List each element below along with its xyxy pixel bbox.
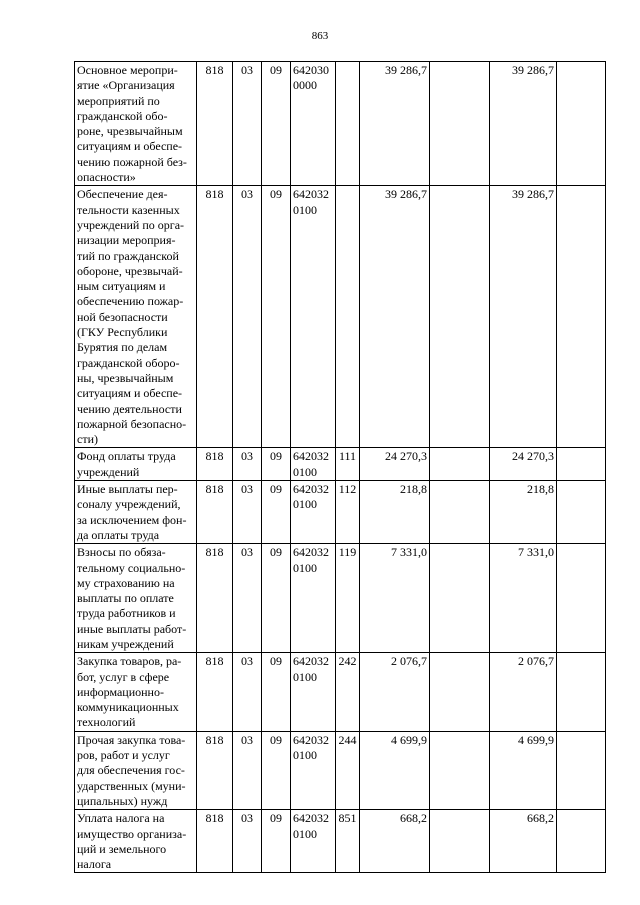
section-code-cell: 03 [233, 448, 262, 481]
section-code-cell: 03 [233, 544, 262, 653]
empty-cell [430, 448, 490, 481]
amount-total-cell: 24 270,3 [490, 448, 557, 481]
empty-cell [430, 653, 490, 731]
grbs-code-cell: 818 [197, 448, 233, 481]
amount-cell: 218,8 [360, 481, 430, 544]
empty-cell [430, 731, 490, 809]
table-row [75, 653, 606, 731]
expense-type-cell [336, 62, 360, 186]
amount-total-cell: 7 331,0 [490, 544, 557, 653]
subsection-code-cell: 09 [262, 544, 291, 653]
empty-cell [557, 810, 606, 873]
empty-cell [430, 481, 490, 544]
expense-type-cell [336, 186, 360, 448]
target-article-cell: 642032 0100 [291, 481, 336, 544]
grbs-code-cell: 818 [197, 186, 233, 448]
section-code-cell: 03 [233, 62, 262, 186]
empty-cell [557, 481, 606, 544]
table-row [75, 810, 606, 873]
table-row [75, 448, 606, 481]
amount-cell: 668,2 [360, 810, 430, 873]
empty-cell [430, 810, 490, 873]
amount-cell: 39 286,7 [360, 62, 430, 186]
item-name-cell: Взносы по обяза- тельному социально- му страхованию на выплаты по оплате труда работников и иные выплаты работ- никам учреждений [75, 544, 197, 653]
section-code-cell: 03 [233, 653, 262, 731]
empty-cell [430, 62, 490, 186]
subsection-code-cell: 09 [262, 62, 291, 186]
empty-cell [557, 62, 606, 186]
amount-total-cell: 4 699,9 [490, 731, 557, 809]
amount-total-cell: 2 076,7 [490, 653, 557, 731]
target-article-cell: 642030 0000 [291, 62, 336, 186]
item-name-cell: Обеспечение дея- тельности казенных учреждений по орга- низации мероприя- тий по гражданской обороне, чрезвычай- ным ситуациям и обеспечению пожар- ной безопасности (ГКУ Республики Бурятия по делам гражданской оборо- ны, чрезвычайным ситуациям и обеспе- чению деятельности пожарной безопасно- сти) [75, 186, 197, 448]
table-row [75, 731, 606, 809]
target-article-cell: 642032 0100 [291, 810, 336, 873]
expense-type-cell: 244 [336, 731, 360, 809]
expense-type-cell: 851 [336, 810, 360, 873]
table-row [75, 544, 606, 653]
page-number: 863 [311, 30, 329, 42]
target-article-cell: 642032 0100 [291, 448, 336, 481]
budget-table-body [75, 62, 606, 873]
expense-type-cell: 242 [336, 653, 360, 731]
section-code-cell: 03 [233, 481, 262, 544]
amount-cell: 7 331,0 [360, 544, 430, 653]
grbs-code-cell: 818 [197, 544, 233, 653]
section-code-cell: 03 [233, 731, 262, 809]
amount-cell: 2 076,7 [360, 653, 430, 731]
empty-cell [557, 186, 606, 448]
amount-total-cell: 39 286,7 [490, 62, 557, 186]
amount-cell: 4 699,9 [360, 731, 430, 809]
amount-total-cell: 218,8 [490, 481, 557, 544]
target-article-cell: 642032 0100 [291, 544, 336, 653]
expense-type-cell: 111 [336, 448, 360, 481]
expense-type-cell: 119 [336, 544, 360, 653]
amount-cell: 39 286,7 [360, 186, 430, 448]
subsection-code-cell: 09 [262, 731, 291, 809]
table-row [75, 481, 606, 544]
subsection-code-cell: 09 [262, 448, 291, 481]
amount-total-cell: 39 286,7 [490, 186, 557, 448]
empty-cell [430, 544, 490, 653]
empty-cell [557, 448, 606, 481]
expense-type-cell: 112 [336, 481, 360, 544]
item-name-cell: Основное меропри- ятие «Организация мероприятий по гражданской обо- роне, чрезвычайным ситуациям и обеспе- чению пожарной без- опасности» [75, 62, 197, 186]
empty-cell [557, 544, 606, 653]
target-article-cell: 642032 0100 [291, 731, 336, 809]
target-article-cell: 642032 0100 [291, 186, 336, 448]
item-name-cell: Фонд оплаты труда учреждений [75, 448, 197, 481]
subsection-code-cell: 09 [262, 481, 291, 544]
item-name-cell: Прочая закупка това- ров, работ и услуг для обеспечения гос- ударственных (муни- ципальных) нужд [75, 731, 197, 809]
grbs-code-cell: 818 [197, 810, 233, 873]
grbs-code-cell: 818 [197, 481, 233, 544]
item-name-cell: Иные выплаты пер- соналу учреждений, за исключением фон- да оплаты труда [75, 481, 197, 544]
subsection-code-cell: 09 [262, 810, 291, 873]
table-row [75, 62, 606, 186]
subsection-code-cell: 09 [262, 186, 291, 448]
budget-table [74, 61, 606, 873]
table-row [75, 186, 606, 448]
item-name-cell: Закупка товаров, ра- бот, услуг в сфере информационно- коммуникационных технологий [75, 653, 197, 731]
empty-cell [557, 653, 606, 731]
section-code-cell: 03 [233, 186, 262, 448]
section-code-cell: 03 [233, 810, 262, 873]
empty-cell [430, 186, 490, 448]
amount-cell: 24 270,3 [360, 448, 430, 481]
grbs-code-cell: 818 [197, 62, 233, 186]
grbs-code-cell: 818 [197, 653, 233, 731]
empty-cell [557, 731, 606, 809]
subsection-code-cell: 09 [262, 653, 291, 731]
item-name-cell: Уплата налога на имущество организа- ций и земельного налога [75, 810, 197, 873]
grbs-code-cell: 818 [197, 731, 233, 809]
target-article-cell: 642032 0100 [291, 653, 336, 731]
amount-total-cell: 668,2 [490, 810, 557, 873]
